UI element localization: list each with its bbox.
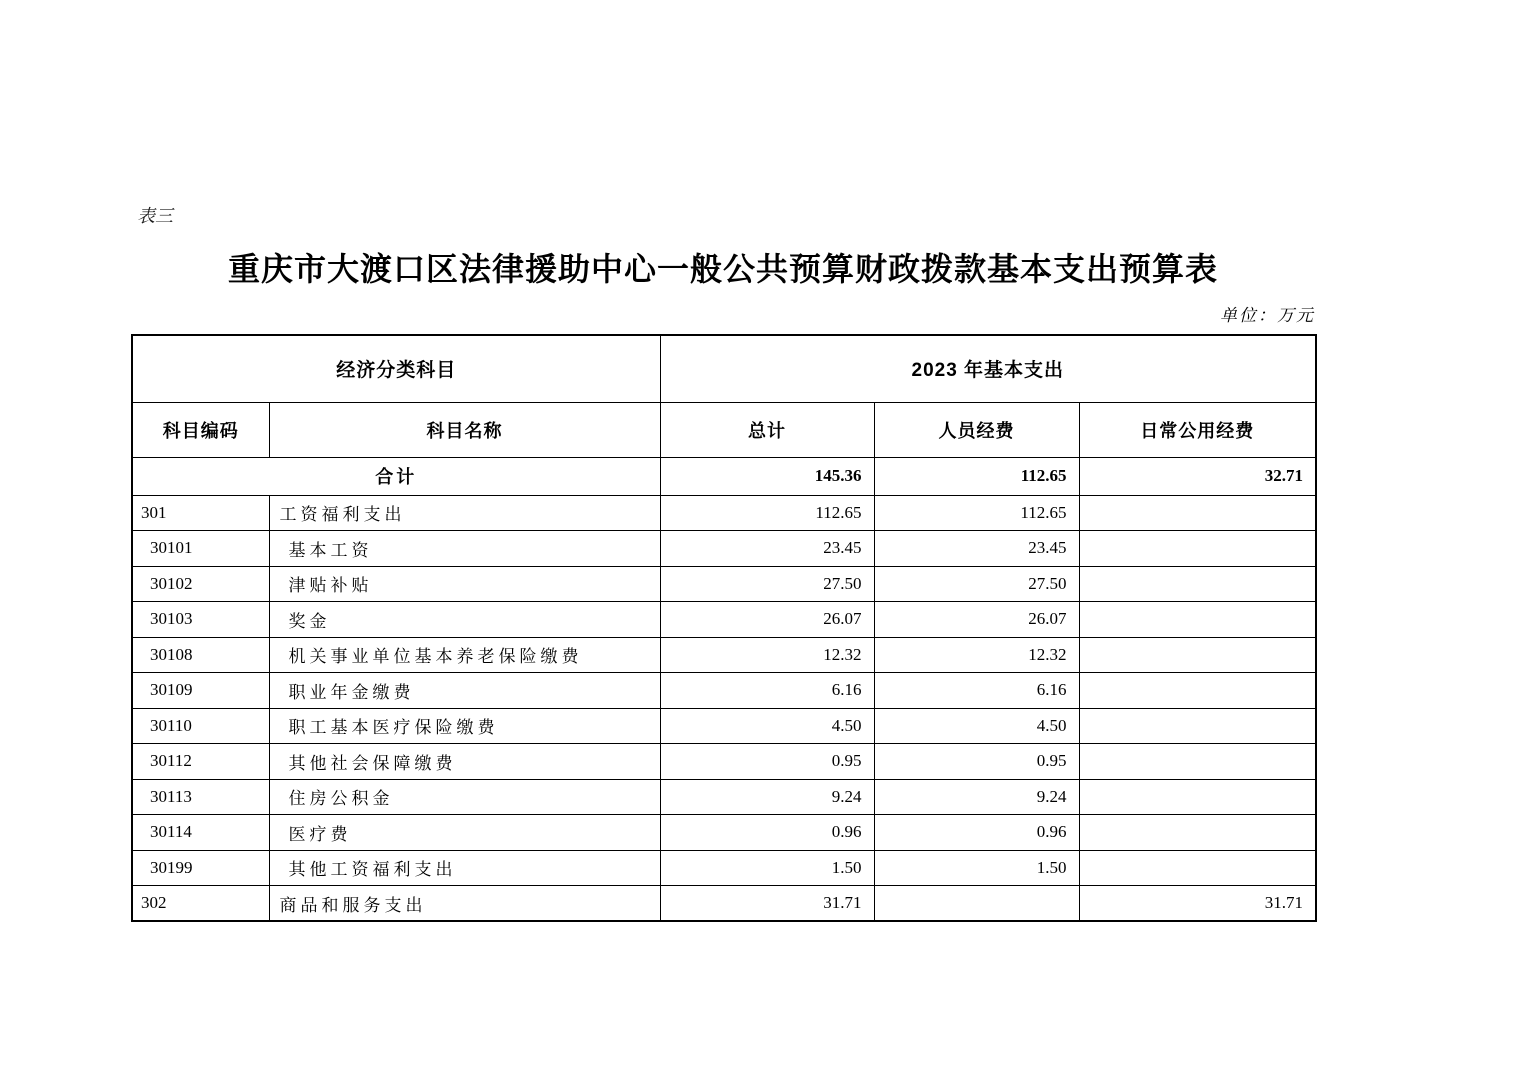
cell-personnel-value: 0.95: [874, 744, 1079, 780]
cell-subject-name: 工资福利支出: [269, 495, 660, 531]
column-header-name: 科目名称: [269, 402, 660, 457]
column-header-code: 科目编码: [132, 402, 269, 457]
cell-subject-code: 30109: [132, 673, 269, 709]
cell-total-value: 0.95: [660, 744, 874, 780]
cell-daily-value: 31.71: [1079, 886, 1316, 922]
cell-daily-value: [1079, 637, 1316, 673]
cell-daily-value: [1079, 779, 1316, 815]
table-row: [132, 531, 1316, 567]
cell-subject-code: 30114: [132, 815, 269, 851]
cell-daily-value: [1079, 531, 1316, 567]
budget-table: [131, 334, 1317, 922]
column-header-total: 总计: [660, 402, 874, 457]
cell-subject-name: 其他社会保障缴费: [269, 744, 660, 780]
cell-subject-code: 30199: [132, 850, 269, 886]
table-row: [132, 708, 1316, 744]
header-group-row: [132, 335, 1316, 402]
total-row-personnel-value: 112.65: [874, 457, 1079, 495]
cell-total-value: 4.50: [660, 708, 874, 744]
cell-personnel-value: 1.50: [874, 850, 1079, 886]
cell-subject-code: 30108: [132, 637, 269, 673]
cell-total-value: 12.32: [660, 637, 874, 673]
cell-daily-value: [1079, 744, 1316, 780]
cell-subject-name: 医疗费: [269, 815, 660, 851]
cell-subject-name: 住房公积金: [269, 779, 660, 815]
total-row: [132, 457, 1316, 495]
cell-total-value: 26.07: [660, 602, 874, 638]
cell-total-value: 1.50: [660, 850, 874, 886]
cell-daily-value: [1079, 495, 1316, 531]
cell-total-value: 27.50: [660, 566, 874, 602]
column-header-daily: 日常公用经费: [1079, 402, 1316, 457]
column-header-row: [132, 402, 1316, 457]
cell-total-value: 23.45: [660, 531, 874, 567]
cell-personnel-value: 23.45: [874, 531, 1079, 567]
cell-subject-name: 其他工资福利支出: [269, 850, 660, 886]
table-row: [132, 566, 1316, 602]
cell-personnel-value: 9.24: [874, 779, 1079, 815]
column-header-personnel: 人员经费: [874, 402, 1079, 457]
cell-subject-name: 职工基本医疗保险缴费: [269, 708, 660, 744]
total-row-daily-value: 32.71: [1079, 457, 1316, 495]
cell-personnel-value: 26.07: [874, 602, 1079, 638]
cell-daily-value: [1079, 566, 1316, 602]
cell-daily-value: [1079, 673, 1316, 709]
table-row: [132, 886, 1316, 922]
cell-subject-code: 30113: [132, 779, 269, 815]
cell-subject-code: 30102: [132, 566, 269, 602]
unit-note: 单位：万元: [1220, 306, 1315, 325]
cell-subject-code: 30112: [132, 744, 269, 780]
table-row: [132, 744, 1316, 780]
table-row: [132, 495, 1316, 531]
cell-total-value: 112.65: [660, 495, 874, 531]
header-group-economic-classification: 经济分类科目: [132, 335, 660, 402]
cell-subject-code: 302: [132, 886, 269, 922]
cell-total-value: 0.96: [660, 815, 874, 851]
cell-personnel-value: 12.32: [874, 637, 1079, 673]
cell-subject-name: 商品和服务支出: [269, 886, 660, 922]
table-row: [132, 637, 1316, 673]
cell-subject-code: 30101: [132, 531, 269, 567]
cell-daily-value: [1079, 708, 1316, 744]
header-group-2023-basic-expenditure: 2023 年基本支出: [660, 335, 1316, 402]
table-row: [132, 602, 1316, 638]
cell-daily-value: [1079, 815, 1316, 851]
cell-subject-code: 30103: [132, 602, 269, 638]
total-row-total-value: 145.36: [660, 457, 874, 495]
total-row-label: 合计: [132, 457, 660, 495]
table-row: [132, 673, 1316, 709]
cell-subject-name: 基本工资: [269, 531, 660, 567]
table-row: [132, 779, 1316, 815]
page-title: 重庆市大渡口区法律援助中心一般公共预算财政拨款基本支出预算表: [227, 251, 1218, 287]
cell-total-value: 9.24: [660, 779, 874, 815]
cell-subject-code: 301: [132, 495, 269, 531]
cell-personnel-value: 112.65: [874, 495, 1079, 531]
cell-personnel-value: 6.16: [874, 673, 1079, 709]
table-number-label: 表三: [137, 206, 173, 226]
cell-subject-name: 津贴补贴: [269, 566, 660, 602]
table-body: [132, 457, 1316, 921]
cell-personnel-value: 4.50: [874, 708, 1079, 744]
cell-personnel-value: 0.96: [874, 815, 1079, 851]
cell-total-value: 31.71: [660, 886, 874, 922]
cell-daily-value: [1079, 602, 1316, 638]
cell-subject-code: 30110: [132, 708, 269, 744]
cell-daily-value: [1079, 850, 1316, 886]
cell-subject-name: 机关事业单位基本养老保险缴费: [269, 637, 660, 673]
cell-subject-name: 奖金: [269, 602, 660, 638]
table-row: [132, 815, 1316, 851]
cell-personnel-value: 27.50: [874, 566, 1079, 602]
cell-subject-name: 职业年金缴费: [269, 673, 660, 709]
cell-personnel-value: [874, 886, 1079, 922]
cell-total-value: 6.16: [660, 673, 874, 709]
table-row: [132, 850, 1316, 886]
